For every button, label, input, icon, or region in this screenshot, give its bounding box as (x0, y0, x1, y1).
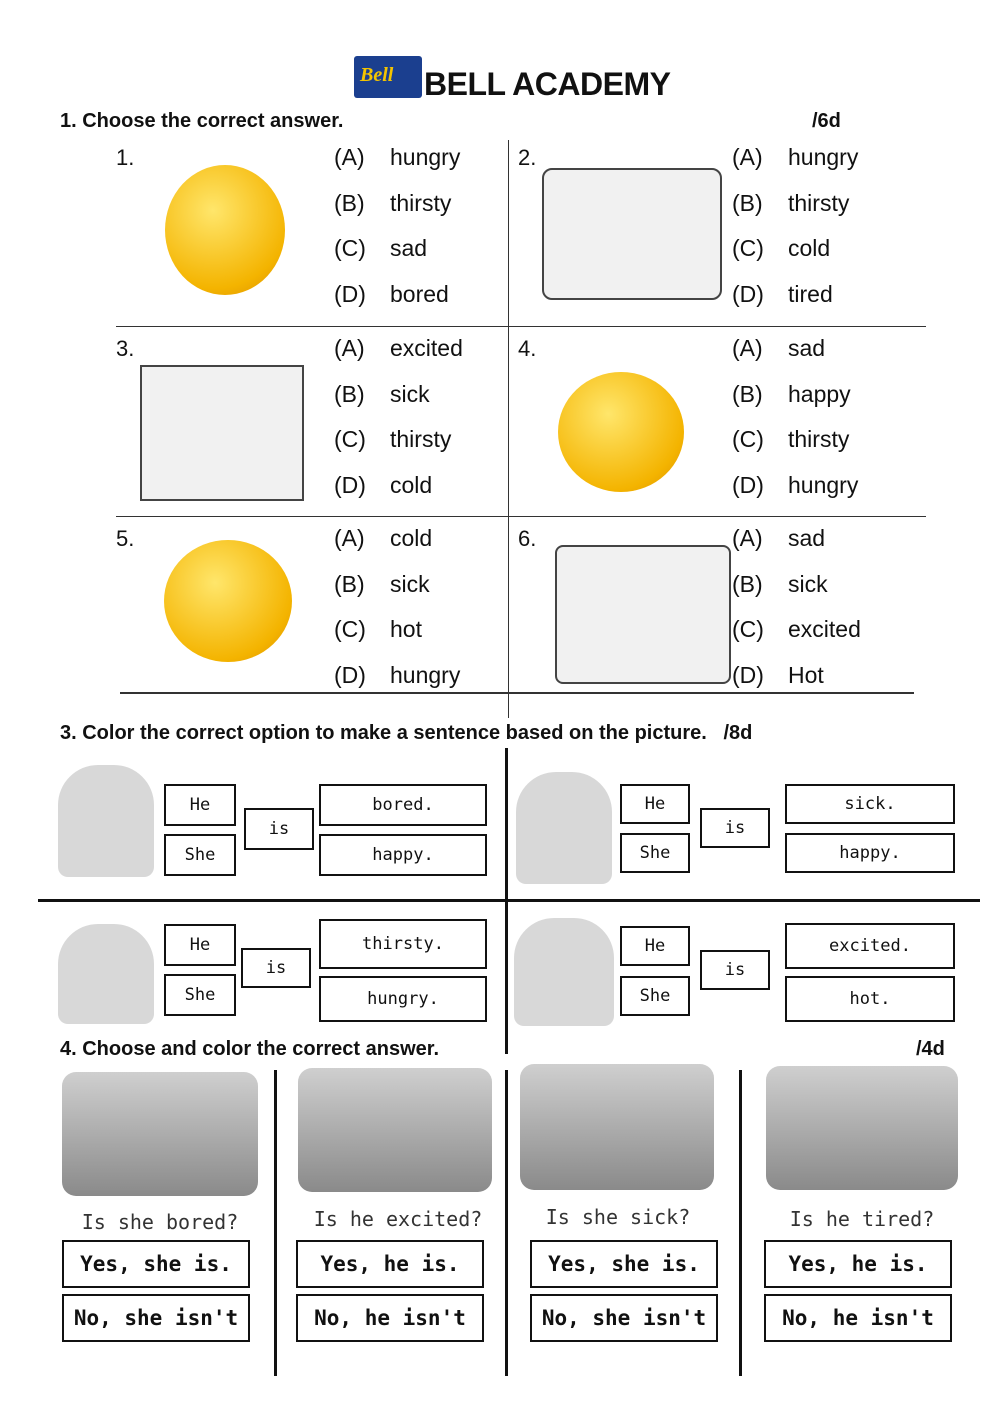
bored-girl-picture (62, 1072, 258, 1196)
excited-boy-photo (298, 1068, 492, 1192)
option-c[interactable]: (C) thirsty (334, 426, 452, 452)
option-c[interactable]: (C) cold (732, 235, 831, 261)
yes-answer-box[interactable]: Yes, she is. (530, 1240, 718, 1288)
answer-box-1[interactable]: bored. (319, 784, 487, 826)
answer-box-2[interactable]: happy. (785, 833, 955, 873)
is-box[interactable]: is (241, 948, 311, 988)
hot-emoji-picture (164, 540, 292, 662)
option-b[interactable]: (B) sick (334, 571, 430, 597)
smiling-girl-picture (516, 772, 612, 884)
option-d[interactable]: (D) hungry (334, 662, 461, 688)
he-box[interactable]: He (164, 784, 236, 826)
option-d[interactable]: (D) bored (334, 281, 449, 307)
tired-boy-picture (766, 1066, 958, 1190)
option-c[interactable]: (C) hot (334, 616, 422, 642)
question-text: Is she sick? (545, 1205, 691, 1229)
section1-score: /6d (812, 110, 841, 132)
sad-emoji-picture (558, 372, 684, 492)
section1-bottom-divider (120, 692, 914, 694)
she-box[interactable]: She (164, 834, 236, 876)
section4-divider (274, 1070, 277, 1376)
section1-vertical-divider (508, 140, 509, 718)
question-number: 4. (518, 336, 537, 361)
she-box[interactable]: She (620, 833, 690, 873)
is-box[interactable]: is (244, 808, 314, 850)
option-a[interactable]: (A) hungry (334, 144, 461, 170)
section4-divider (739, 1070, 742, 1376)
page-title: BELL ACADEMY (424, 66, 671, 102)
option-d[interactable]: (D) Hot (732, 662, 824, 688)
option-b[interactable]: (B) thirsty (732, 190, 850, 216)
option-a[interactable]: (A) sad (732, 335, 826, 361)
he-box[interactable]: He (620, 784, 690, 824)
section3-horizontal-divider (38, 899, 980, 902)
no-answer-box[interactable]: No, she isn't (530, 1294, 718, 1342)
is-box[interactable]: is (700, 808, 770, 848)
question-number: 1. (116, 145, 135, 170)
yes-answer-box[interactable]: Yes, she is. (62, 1240, 250, 1288)
section3-title: 3. Color the correct option to make a sentence based on the picture. /8d (60, 722, 753, 744)
answer-box-2[interactable]: hungry. (319, 976, 487, 1022)
answer-box-2[interactable]: happy. (319, 834, 487, 876)
question-number: 6. (518, 526, 537, 551)
section1-title: 1. Choose the correct answer. (60, 110, 344, 132)
question-number: 5. (116, 526, 135, 551)
option-a[interactable]: (A) sad (732, 525, 826, 551)
she-box[interactable]: She (620, 976, 690, 1016)
is-box[interactable]: is (700, 950, 770, 990)
no-answer-box[interactable]: No, he isn't (296, 1294, 484, 1342)
answer-box-1[interactable]: excited. (785, 923, 955, 969)
option-c[interactable]: (C) sad (334, 235, 428, 261)
tired-sofa-picture (542, 168, 722, 300)
yes-answer-box[interactable]: Yes, he is. (764, 1240, 952, 1288)
option-b[interactable]: (B) happy (732, 381, 851, 407)
question-text: Is he excited? (313, 1207, 483, 1231)
question-number: 3. (116, 336, 135, 361)
cold-boy-picture (140, 365, 304, 501)
answer-box-1[interactable]: sick. (785, 784, 955, 824)
question-number: 2. (518, 145, 537, 170)
option-d[interactable]: (D) cold (334, 472, 433, 498)
sick-girl-picture (520, 1064, 714, 1190)
option-a[interactable]: (A) excited (334, 335, 463, 361)
he-box[interactable]: He (164, 924, 236, 966)
excited-emoji-picture (165, 165, 285, 295)
hungry-boy-picture (58, 924, 154, 1024)
bell-academy-logo: Bell (354, 56, 422, 98)
thinking-girl-picture (58, 765, 154, 877)
option-d[interactable]: (D) hungry (732, 472, 859, 498)
answer-box-1[interactable]: thirsty. (319, 919, 487, 969)
section1-row-divider (116, 516, 926, 517)
sick-woman-picture (555, 545, 731, 684)
option-b[interactable]: (B) sick (732, 571, 828, 597)
option-c[interactable]: (C) thirsty (732, 426, 850, 452)
option-c[interactable]: (C) excited (732, 616, 861, 642)
option-d[interactable]: (D) tired (732, 281, 833, 307)
section4-title: 4. Choose and color the correct answer. (60, 1038, 440, 1060)
section4-divider (505, 1070, 508, 1376)
he-box[interactable]: He (620, 926, 690, 966)
no-answer-box[interactable]: No, she isn't (62, 1294, 250, 1342)
answer-box-2[interactable]: hot. (785, 976, 955, 1022)
section4-score: /4d (916, 1038, 945, 1060)
she-box[interactable]: She (164, 974, 236, 1016)
option-b[interactable]: (B) sick (334, 381, 430, 407)
option-a[interactable]: (A) cold (334, 525, 433, 551)
option-a[interactable]: (A) hungry (732, 144, 859, 170)
question-text: Is she bored? (81, 1210, 239, 1234)
yes-answer-box[interactable]: Yes, he is. (296, 1240, 484, 1288)
no-answer-box[interactable]: No, he isn't (764, 1294, 952, 1342)
section1-row-divider (116, 326, 926, 327)
excited-boy-picture (514, 918, 614, 1026)
question-text: Is he tired? (789, 1207, 935, 1231)
option-b[interactable]: (B) thirsty (334, 190, 452, 216)
